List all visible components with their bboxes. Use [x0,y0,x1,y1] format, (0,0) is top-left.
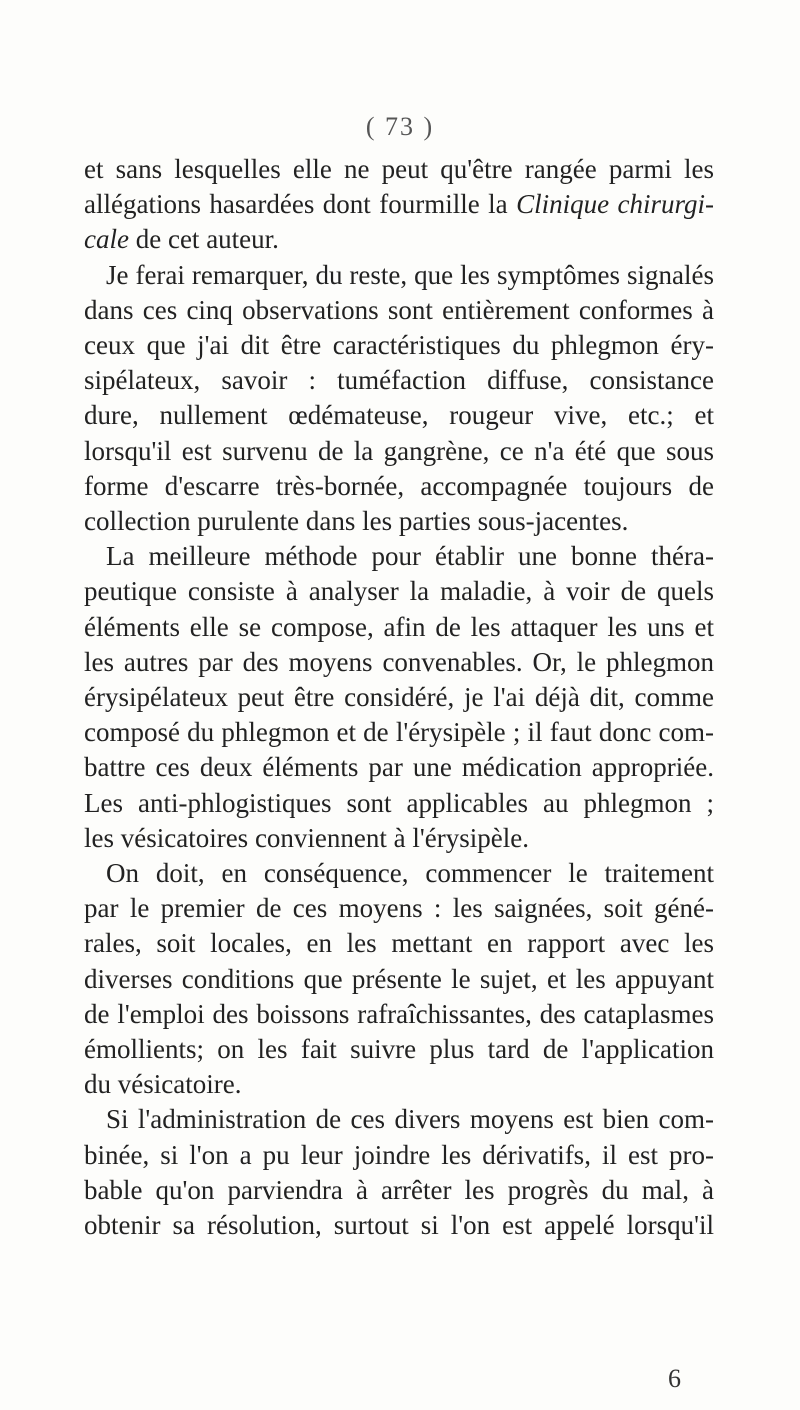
text-line: les autres par des moyens convenables. Or, le phlegmon [84,646,714,677]
text-line: et sans lesquelles elle ne peut qu'être rangée parmi les [84,154,714,184]
text-line: Si l'administration de ces divers moyens est bien com- [106,1104,714,1135]
signature-mark: 6 [668,1364,681,1393]
text-line: Je ferai remarquer, du reste, que les symptômes signalés [106,259,714,290]
text-line: de l'emploi des boissons rafraîchissantes, des cataplasmes [84,998,714,1029]
text-line: La meilleure méthode pour établir une bonne théra- [106,541,714,572]
text-line: dure, nullement œdémateuse, rougeur vive, etc.; et [84,400,714,431]
text-line: binée, si l'on a pu leur joindre les dérivatifs, il est pro- [84,1139,714,1170]
text-line: sipélateux, savoir : tuméfaction diffuse, consistance [84,365,714,396]
text-line: diverses conditions que présente le sujet, et les appuyant [84,963,714,994]
text-line: peutique consiste à analyser la maladie, à voir de quels [84,576,714,607]
text-line: cale de cet auteur. [84,224,279,255]
text-line: les vésicatoires conviennent à l'érysipèle. [84,822,529,853]
page-number: ( 73 ) [365,112,435,141]
text-line: collection purulente dans les parties sous-jacentes. [84,506,629,537]
text-line: du vésicatoire. [84,1069,242,1100]
text-line: Les anti-phlogistiques sont applicables au phlegmon ; [84,787,714,818]
text-line: érysipélateux peut être considéré, je l'ai déjà dit, comme [84,682,714,713]
text-line: rales, soit locales, en les mettant en rapport avec les [84,928,714,959]
text-line: éléments elle se compose, afin de les attaquer les uns et [84,611,714,642]
text-line: par le premier de ces moyens : les saignées, soit géné- [84,893,714,924]
body-text [84,152,714,1243]
text-line: allégations hasardées dont fourmille la Clinique chirurgi- [84,189,714,220]
text-line: dans ces cinq observations sont entièrement conformes à [84,294,714,325]
text-line: On doit, en conséquence, commencer le traitement [106,858,714,889]
text-line: bable qu'on parviendra à arrêter les progrès du mal, à [84,1174,714,1205]
text-line: forme d'escarre très-bornée, accompagnée toujours de [84,470,714,501]
text-line: obtenir sa résolution, surtout si l'on est appelé lorsqu'il [84,1210,714,1241]
text-line: émollients; on les fait suivre plus tard de l'application [84,1034,714,1065]
text-line: ceux que j'ai dit être caractéristiques du phlegmon éry- [84,330,714,361]
text-line: composé du phlegmon et de l'érysipèle ; il faut donc com- [84,717,714,748]
text-line: battre ces deux éléments par une médication appropriée. [84,752,714,783]
text-line: lorsqu'il est survenu de la gangrène, ce n'a été que sous [84,435,714,466]
